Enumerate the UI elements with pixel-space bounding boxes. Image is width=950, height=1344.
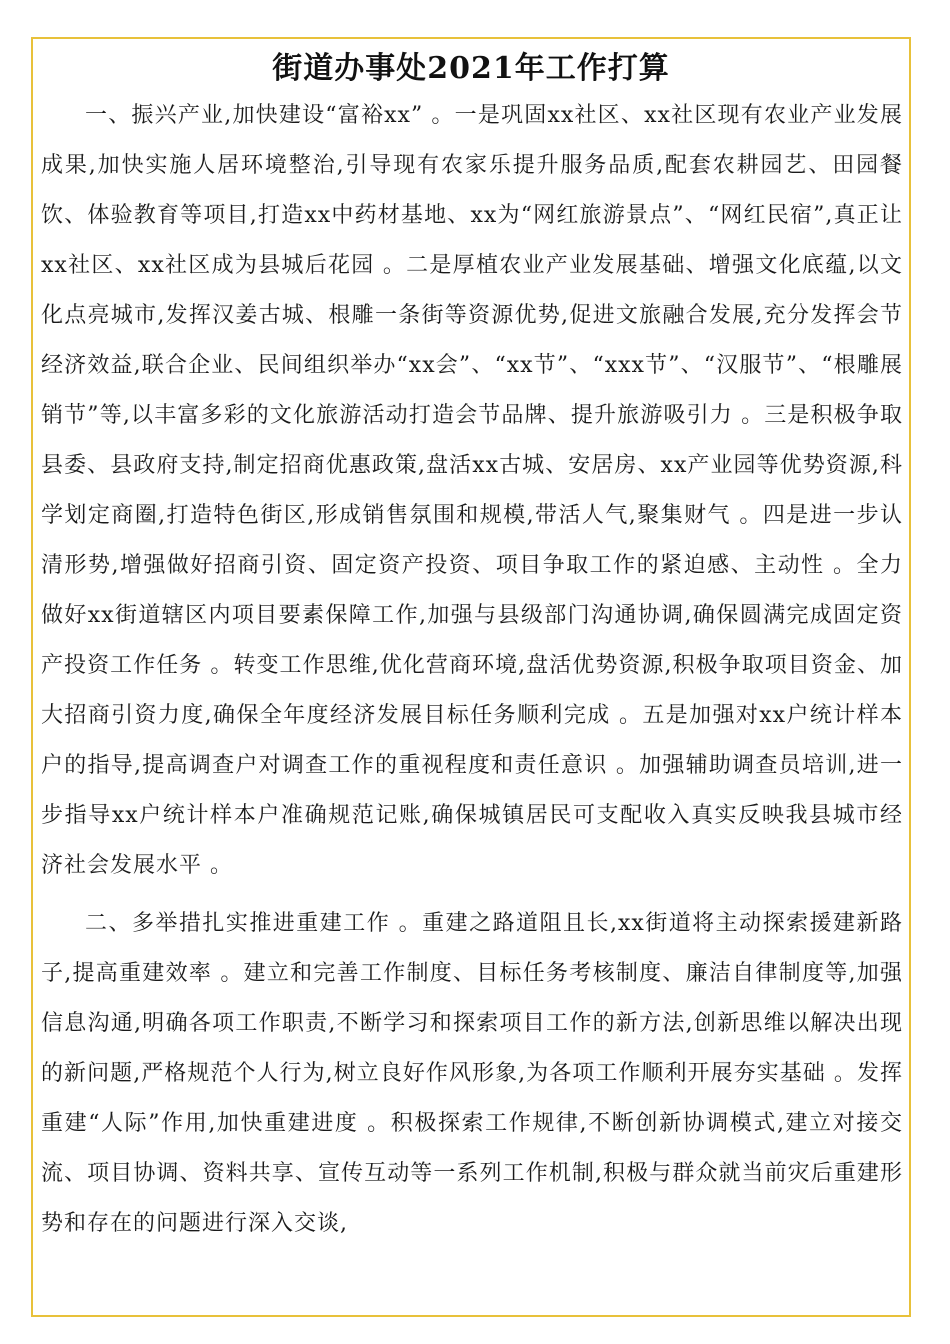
page-frame bbox=[31, 37, 911, 1317]
document-body bbox=[33, 91, 909, 1249]
paragraph-reconstruction: 二、多举措扎实推进重建工作 。重建之路道阻且长,xx街道将主动探索援建新路子,提高重建效率 。建立和完善工作制度、目标任务考核制度、廉洁自律制度等,加强信息沟通,明确各项工作职责,不断学习和探索项目工作的新方法,创新思维以解决出现的新问题,严格规范个人行为,树立良好作风形象,为各项工作顺利开展夯实基础 。发挥重建“人际”作用,加快重建进度 。积极探索工作规律,不断创新协调模式,建立对接交流、项目协调、资料共享、宣传互动等一系列工作机制,积极与群众就当前灾后重建形势和存在的问题进行深入交谈, bbox=[41, 911, 903, 1236]
document-title: 街道办事处2021年工作打算 bbox=[272, 51, 670, 86]
paragraph-revitalize-industry: 一、振兴产业,加快建设“富裕xx” 。一是巩固xx社区、xx社区现有农业产业发展成果,加快实施人居环境整治,引导现有农家乐提升服务品质,配套农耕园艺、田园餐饮、体验教育等项目,打造xx中药材基地、xx为“网红旅游景点”、“网红民宿”,真正让xx社区、xx社区成为县城后花园 。二是厚植农业产业发展基础、增强文化底蕴,以文化点亮城市,发挥汉姜古城、根雕一条街等资源优势,促进文旅融合发展,充分发挥会节经济效益,联合企业、民间组织举办“xx会”、“xx节”、“xxx节”、“汉服节”、“根雕展销节”等,以丰富多彩的文化旅游活动打造会节品牌、提升旅游吸引力 。三是积极争取县委、县政府支持,制定招商优惠政策,盘活xx古城、安居房、xx产业园等优势资源,科学划定商圈,打造特色街区,形成销售氛围和规模,带活人气,聚集财气 。四是进一步认清形势,增强做好招商引资、固定资产投资、项目争取工作的紧迫感、主动性 。全力做好xx街道辖区内项目要素保障工作,加强与县级部门沟通协调,确保圆满完成固定资产投资工作任务 。转变工作思维,优化营商环境,盘活优势资源,积极争取项目资金、加大招商引资力度,确保全年度经济发展目标任务顺利完成 。五是加强对xx户统计样本户的指导,提高调查户对调查工作的重视程度和责任意识 。加强辅助调查员培训,进一步指导xx户统计样本户准确规范记账,确保城镇居民可支配收入真实反映我县城市经济社会发展水平 。 bbox=[41, 103, 903, 878]
